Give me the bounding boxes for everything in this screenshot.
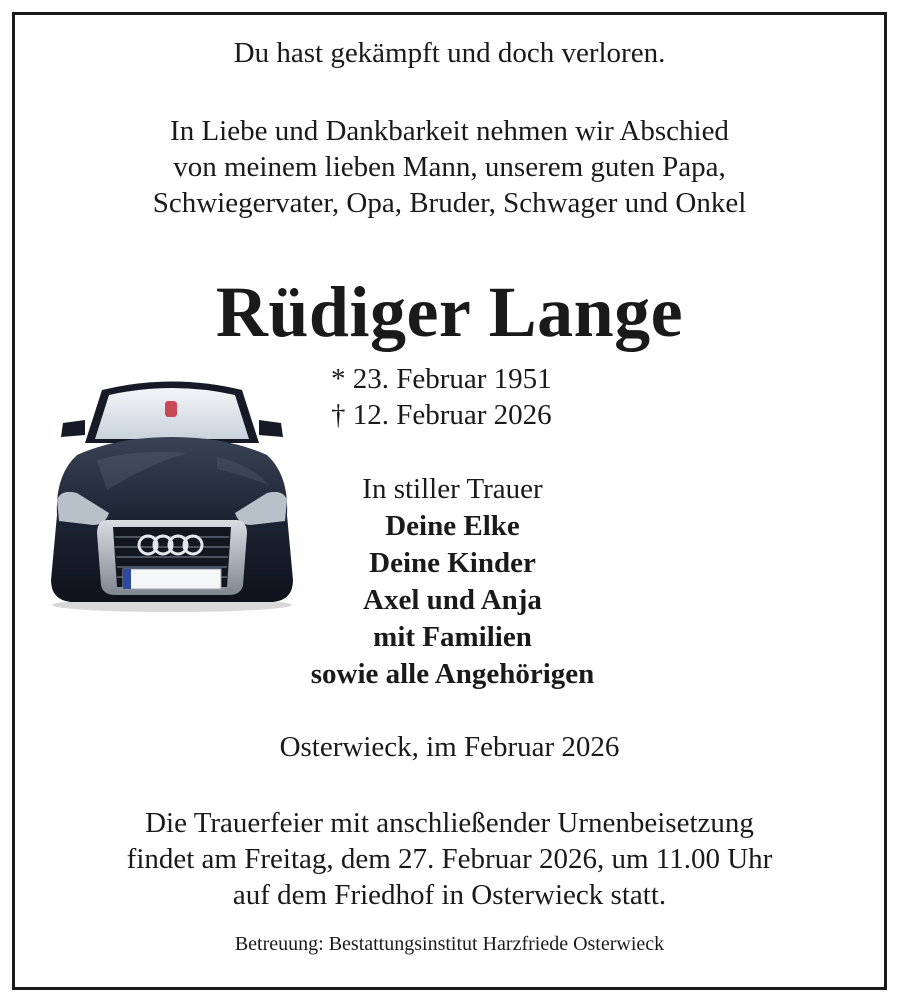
intro-line-3: von meinem lieben Mann, unserem guten Papa, [173,151,726,183]
death-date: † 12. Februar 2026 [331,399,552,431]
intro-line-4: Schwiegervater, Opa, Bruder, Schwager und Onkel [152,187,747,219]
place-date: Osterwieck, im Februar 2026 [279,731,620,763]
mourner-line: Deine Kinder [369,547,536,579]
mourner-line: Deine Elke [385,510,520,542]
birth-date: * 23. Februar 1951 [331,363,552,395]
mourner-line: Axel und Anja [363,584,542,616]
mourner-line: sowie alle Angehörigen [310,658,595,690]
deceased-name: Rüdiger Lange [215,272,684,352]
intro-line-1: Du hast gekämpft und doch verloren. [233,37,666,69]
funeral-home: Betreuung: Bestattungsinstitut Harzfriede Osterwieck [234,933,665,955]
mourners-block [265,471,640,693]
service-line-1: Die Trauerfeier mit anschließender Urnenbeisetzung [145,807,754,839]
mourners-heading: In stiller Trauer [362,473,543,505]
mourner-line: mit Familien [373,621,532,653]
service-line-2: findet am Freitag, dem 27. Februar 2026, um 11.00 Uhr [126,843,773,875]
intro-line-2: In Liebe und Dankbarkeit nehmen wir Abschied [170,115,729,147]
service-line-3: auf dem Friedhof in Osterwieck statt. [232,879,667,911]
obituary-frame [12,12,887,990]
